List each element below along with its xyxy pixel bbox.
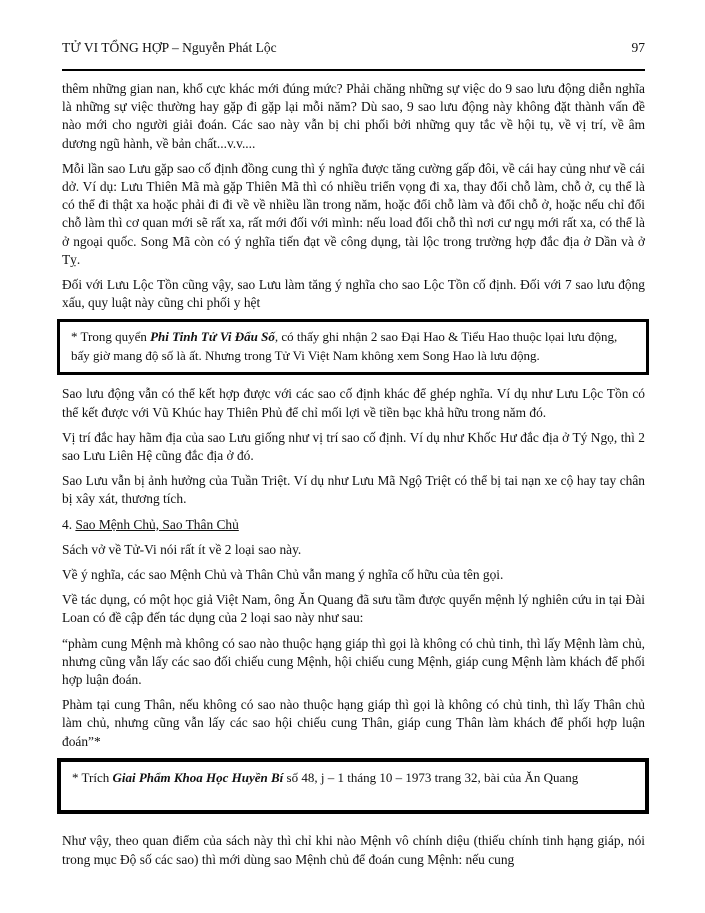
paragraph-9: Về tác dụng, có một học giả Việt Nam, ông Ăn Quang đã sưu tầm được quyển mệnh lý nghiên cứu in tại Đài Loan có đề cập đến tác dụng của 2 loại sao này như sau:: [62, 592, 645, 626]
footnote-2-text: [72, 769, 634, 788]
paragraph-1: thêm những gian nan, khổ cực khác mới đúng mức? Phải chăng những sự việc do 9 sao lưu động diễn nghĩa là những sự việc thường hay gặp đi gặp lại mỗi năm? Dù sao, 9 sao lưu động này không đặt thành vấn đề nào mới cho người giải đoán. Các sao này vẫn bị chi phối bởi những quy tắc về hội tụ, về vị trí, về âm dương ngũ hành, về bản chất...v.v....: [62, 81, 645, 151]
footnote-2-suffix: số 48, j – 1 tháng 10 – 1973 trang 32, bài của Ăn Quang: [283, 769, 579, 785]
paragraph-8: Về ý nghĩa, các sao Mệnh Chủ và Thân Chủ vẫn mang ý nghĩa cố hữu của tên gọi.: [62, 567, 504, 583]
section-title: Sao Mệnh Chủ, Sao Thân Chủ: [75, 516, 239, 532]
paragraph-3: Đối với Lưu Lộc Tồn cũng vậy, sao Lưu làm tăng ý nghĩa cho sao Lộc Tồn cố định. Đối với 7 sao lưu động xấu, quy luật này cũng chi phối y hệt: [62, 277, 645, 311]
paragraph-11: Phàm tại cung Thân, nếu không có sao nào thuộc hạng giáp thì gọi là không có chủ tinh, thì lấy Thân chủ làm chủ, nhưng cũng vẫn lấy các sao hội chiếu cung Thân, giáp cung Thân làm khách để phối hợp luận đoán”*: [62, 697, 645, 749]
footnote-box-2: [57, 758, 649, 815]
footnote-2-book-title: Giai Phẩm Khoa Học Huyền Bí: [112, 769, 284, 785]
paragraph-2: Mỗi lần sao Lưu gặp sao cố định đồng cung thì ý nghĩa được tăng cường gấp đôi, về cái hay củng như về cái dở. Ví dụ: Lưu Thiên Mã mà gặp Thiên Mã thì có nhiều triển vọng đi xa, thay đổi chỗ làm, chỗ ở, cụ thể là có thể đi thật xa hoặc phải đi đi về về nhiều lần trong năm, hoặc đổi chỗ làm và đổi chỗ ở, hoặc nếu chỉ đổi chỗ làm thì cơ quan mới sẽ rất xa, rất mới đối với mình: nếu load đổi chỗ thì nơi cư ngụ mới rất xa, có thể là ở ngoại quốc. Song Mã còn có ý nghĩa tiến đạt về công dụng, tài lộc trong trường hợp đắc địa ở Dần và ở Tỵ.: [62, 160, 645, 267]
paragraph-6: Sao Lưu vẫn bị ảnh hưởng của Tuần Triệt. Ví dụ như Lưu Mã Ngộ Triệt có thể bị tai nạn xe cộ hay tay chân bị xây xát, thương tích.: [62, 473, 645, 507]
footnote-box-1: [57, 319, 649, 375]
page-number: 97: [631, 40, 645, 55]
footnote-2-prefix: * Trích: [72, 769, 113, 785]
paragraph-5: Vị trí đắc hay hãm địa của sao Lưu giống như vị trí sao cố định. Ví dụ như Khốc Hư đắc địa ở Tý Ngọ, thì 2 sao Lưu Liên Hệ cũng đắc địa ở đó.: [62, 429, 645, 464]
footnote-1-book-title: Phi Tinh Tử Vi Đẩu Số: [150, 329, 275, 345]
page-body: [62, 80, 645, 869]
section-number: 4.: [62, 516, 76, 532]
paragraph-10: “phàm cung Mệnh mà không có sao nào thuộc hạng giáp thì gọi là không có chủ tinh, thì lấy Mệnh làm chủ, nhưng cũng vẫn lấy các sao đối chiếu cung Mệnh, hội chiếu cung Mệnh, giáp cung Mệnh làm khách để phối hợp luận đoán.: [62, 635, 645, 688]
footnote-1-text: [71, 328, 635, 365]
page-header: [62, 40, 645, 56]
header-rule: [62, 69, 645, 71]
paragraph-7: Sách vở về Tử-Vi nói rất ít về 2 loại sao này.: [62, 541, 302, 557]
footnote-1-prefix: * Trong quyển: [71, 329, 151, 345]
paragraph-4: Sao lưu động vẫn có thể kết hợp được với các sao cố định khác để ghép nghĩa. Ví dụ như Lưu Lộc Tồn có thể kết được với Vũ Khúc hay Thiên Phủ để chỉ mối lợi về tiền bạc khả hữu trong năm đó.: [62, 386, 645, 420]
footnote-1-suffix: , có thấy ghi nhận 2 sao Đại Hao & Tiểu Hao thuộc lọai lưu động, bấy giờ mang độ số là ất. Nhưng trong Tử Vi Việt Nam không xem Song Hao là lưu động.: [71, 329, 618, 363]
paragraph-12: Như vậy, theo quan điểm của sách này thì chỉ khi nào Mệnh vô chính diệu (thiếu chính tinh hạng giáp, nói trong mục Độ số các sao) thì mới dùng sao Mệnh chủ để đoán cung Mệnh: nếu cung: [62, 833, 645, 867]
section-heading-4: [62, 516, 645, 534]
running-title: TỬ VI TỔNG HỢP – Nguyễn Phát Lộc: [62, 40, 277, 55]
